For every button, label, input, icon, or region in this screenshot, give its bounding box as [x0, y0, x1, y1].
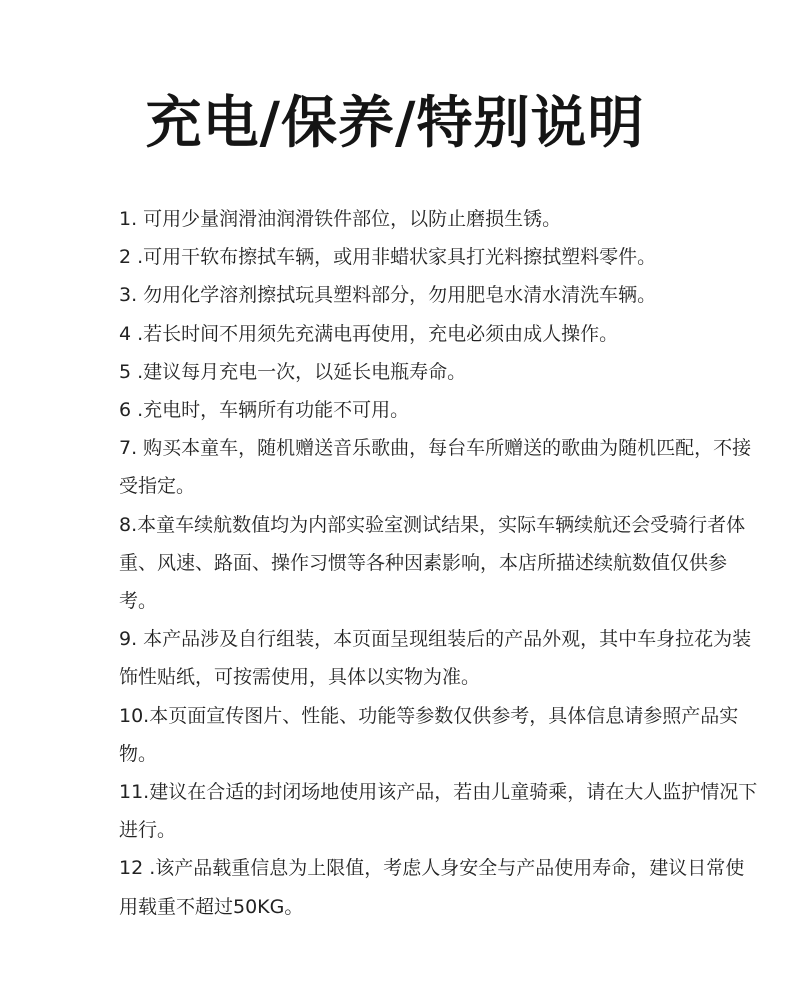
- note-item: 7. 购买本童车，随机赠送音乐歌曲，每台车所赠送的歌曲为随机匹配，不接受指定。: [119, 437, 752, 498]
- note-item: 5 .建议每月充电一次，以延长电瓶寿命。: [119, 360, 467, 383]
- note-item: 1. 可用少量润滑油润滑铁件部位，以防止磨损生锈。: [119, 208, 562, 230]
- note-item: 2 .可用干软布擦拭车辆，或用非蜡状家具打光料擦拭塑料零件。: [119, 246, 657, 269]
- note-item: 9. 本产品涉及自行组装，本页面呈现组装后的产品外观，其中车身拉花为装饰性贴纸，可按需使用，具体以实物为准。: [119, 628, 752, 689]
- note-item: 4 .若长时间不用须先充满电再使用，充电必须由成人操作。: [119, 322, 619, 345]
- note-item: 11.建议在合适的封闭场地使用该产品，若由儿童骑乘，请在大人监护情况下进行。: [119, 781, 758, 842]
- note-item: 6 .充电时，车辆所有功能不可用。: [119, 399, 410, 422]
- page-title: 充电/保养/特别说明: [145, 91, 645, 156]
- note-item: 12 .该产品载重信息为上限值，考虑人身安全与产品使用寿命，建议日常使用载重不超过50KG。: [119, 857, 745, 918]
- note-item: 8.本童车续航数值均为内部实验室测试结果，实际车辆续航还会受骑行者体重、风速、路面、操作习惯等各种因素影响，本店所描述续航数值仅供参考。: [119, 513, 746, 613]
- note-item: 10.本页面宣传图片、性能、功能等参数仅供参考，具体信息请参照产品实物。: [119, 704, 739, 765]
- note-item: 3. 勿用化学溶剂擦拭玩具塑料部分，勿用肥皂水清水清洗车辆。: [119, 284, 657, 307]
- notes-list: [119, 200, 759, 926]
